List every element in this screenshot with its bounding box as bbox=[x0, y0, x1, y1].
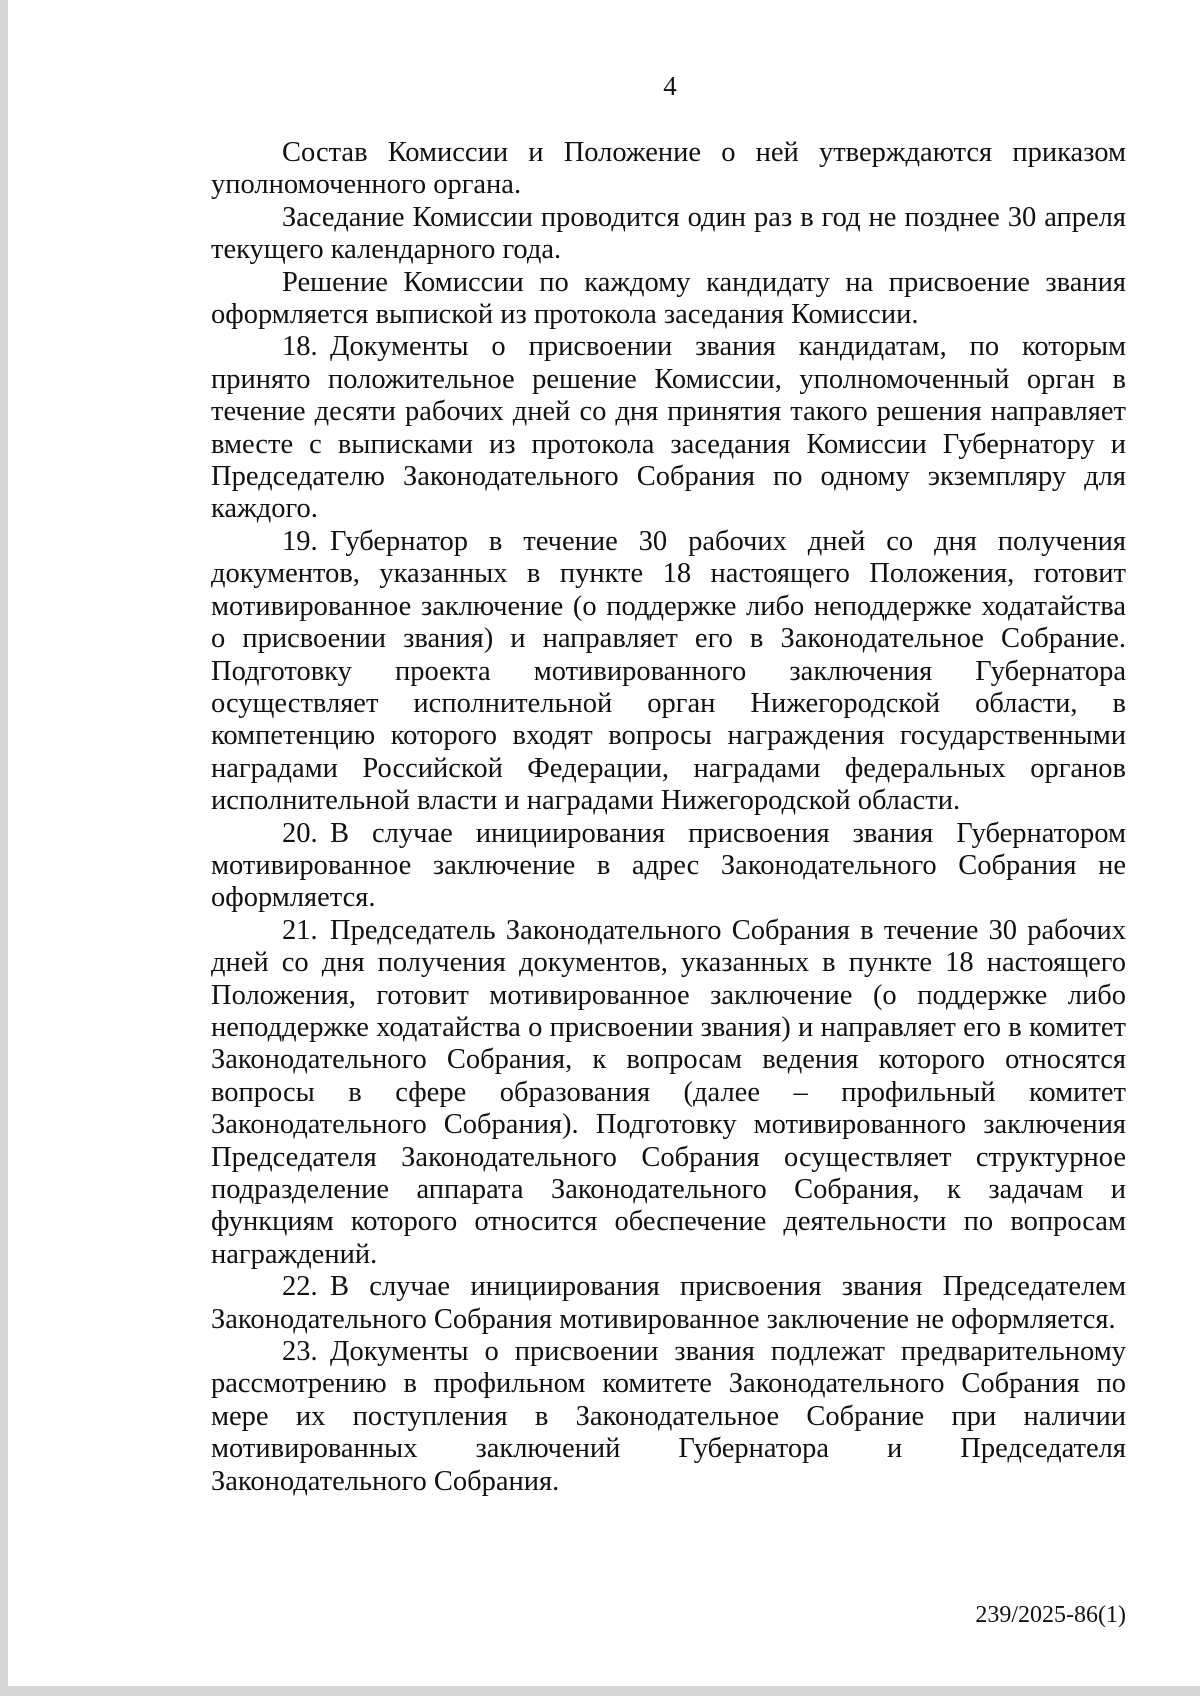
paragraph-text: Состав Комиссии и Положение о ней утверждаются приказом уполномоченного органа. bbox=[211, 137, 1126, 201]
paragraph-commission-meeting bbox=[211, 202, 1126, 267]
clause-19 bbox=[211, 526, 1126, 818]
clause-number: 21. bbox=[282, 914, 318, 946]
body-text bbox=[211, 137, 1126, 1498]
clause-22 bbox=[211, 1271, 1126, 1336]
clause-text: Документы о присвоении звания подлежат предварительному рассмотрению в профильном комитете Законодательного Собрания по мере их поступления в Законодательное Собрание при наличии мотивированных заключений Губернатора и Председателя Законодательного Собрания. bbox=[211, 1336, 1126, 1497]
clause-number: 18. bbox=[282, 331, 318, 363]
clause-23 bbox=[211, 1336, 1126, 1498]
paragraph-commission-decision bbox=[211, 267, 1126, 332]
paragraph-text: Заседание Комиссии проводится один раз в год не позднее 30 апреля текущего календарного года. bbox=[211, 201, 1126, 266]
paragraph-text: Решение Комиссии по каждому кандидату на присвоение звания оформляется выпиской из протокола заседания Комиссии. bbox=[211, 266, 1126, 331]
clause-text: Документы о присвоении звания кандидатам, по которым принято положительное решение Комиссии, уполномоченный орган в течение десяти рабочих дней со дня принятия такого решения направляет вместе с выписками из протокола заседания Комиссии Губернатору и Председателю Законодательного Собрания по одному экземпляру для каждого. bbox=[211, 331, 1126, 525]
page-number: 4 bbox=[663, 71, 677, 101]
clause-number: 22. bbox=[282, 1271, 318, 1303]
clause-text: Губернатор в течение 30 рабочих дней со дня получения документов, указанных в пункте 18 настоящего Положения, готовит мотивированное заключение (о поддержке либо неподдержке ходатайства о присвоении звания) и направляет его в Законодательное Собрание. Подготовку проекта мотивированного заключения Губернатора осуществляет исполнительной орган Нижегородской области, в компетенцию которого входят вопросы награждения государственными наградами Российской Федерации, наградами федеральных органов исполнительной власти и наградами Нижегородской области. bbox=[211, 525, 1126, 817]
clause-text: В случае инициирования присвоения звания Председателем Законодательного Собрания мотивированное заключение не оформляется. bbox=[211, 1271, 1126, 1335]
clause-number: 23. bbox=[282, 1336, 318, 1368]
clause-20 bbox=[211, 818, 1126, 915]
clause-18 bbox=[211, 331, 1126, 525]
clause-21 bbox=[211, 915, 1126, 1271]
document-code: 239/2025-86(1) bbox=[975, 1602, 1126, 1628]
clause-number: 19. bbox=[282, 525, 318, 557]
clause-text: Председатель Законодательного Собрания в течение 30 рабочих дней со дня получения документов, указанных в пункте 18 настоящего Положения, готовит мотивированное заключение (о поддержке либо неподдержке ходатайства о присвоении звания) и направляет его в комитет Законодательного Собрания, к вопросам ведения которого относятся вопросы в сфере образования (далее – профильный комитет Законодательного Собрания). Подготовку мотивированного заключения Председателя Законодательного Собрания осуществляет структурное подразделение аппарата Законодательного Собрания, к задачам и функциям которого относится обеспечение деятельности по вопросам награждений. bbox=[211, 914, 1126, 1270]
clause-number: 20. bbox=[282, 817, 318, 849]
paragraph-commission-composition bbox=[211, 137, 1126, 202]
clause-text: В случае инициирования присвоения звания Губернатором мотивированное заключение в адрес Законодательного Собрания не оформляется. bbox=[211, 817, 1126, 914]
